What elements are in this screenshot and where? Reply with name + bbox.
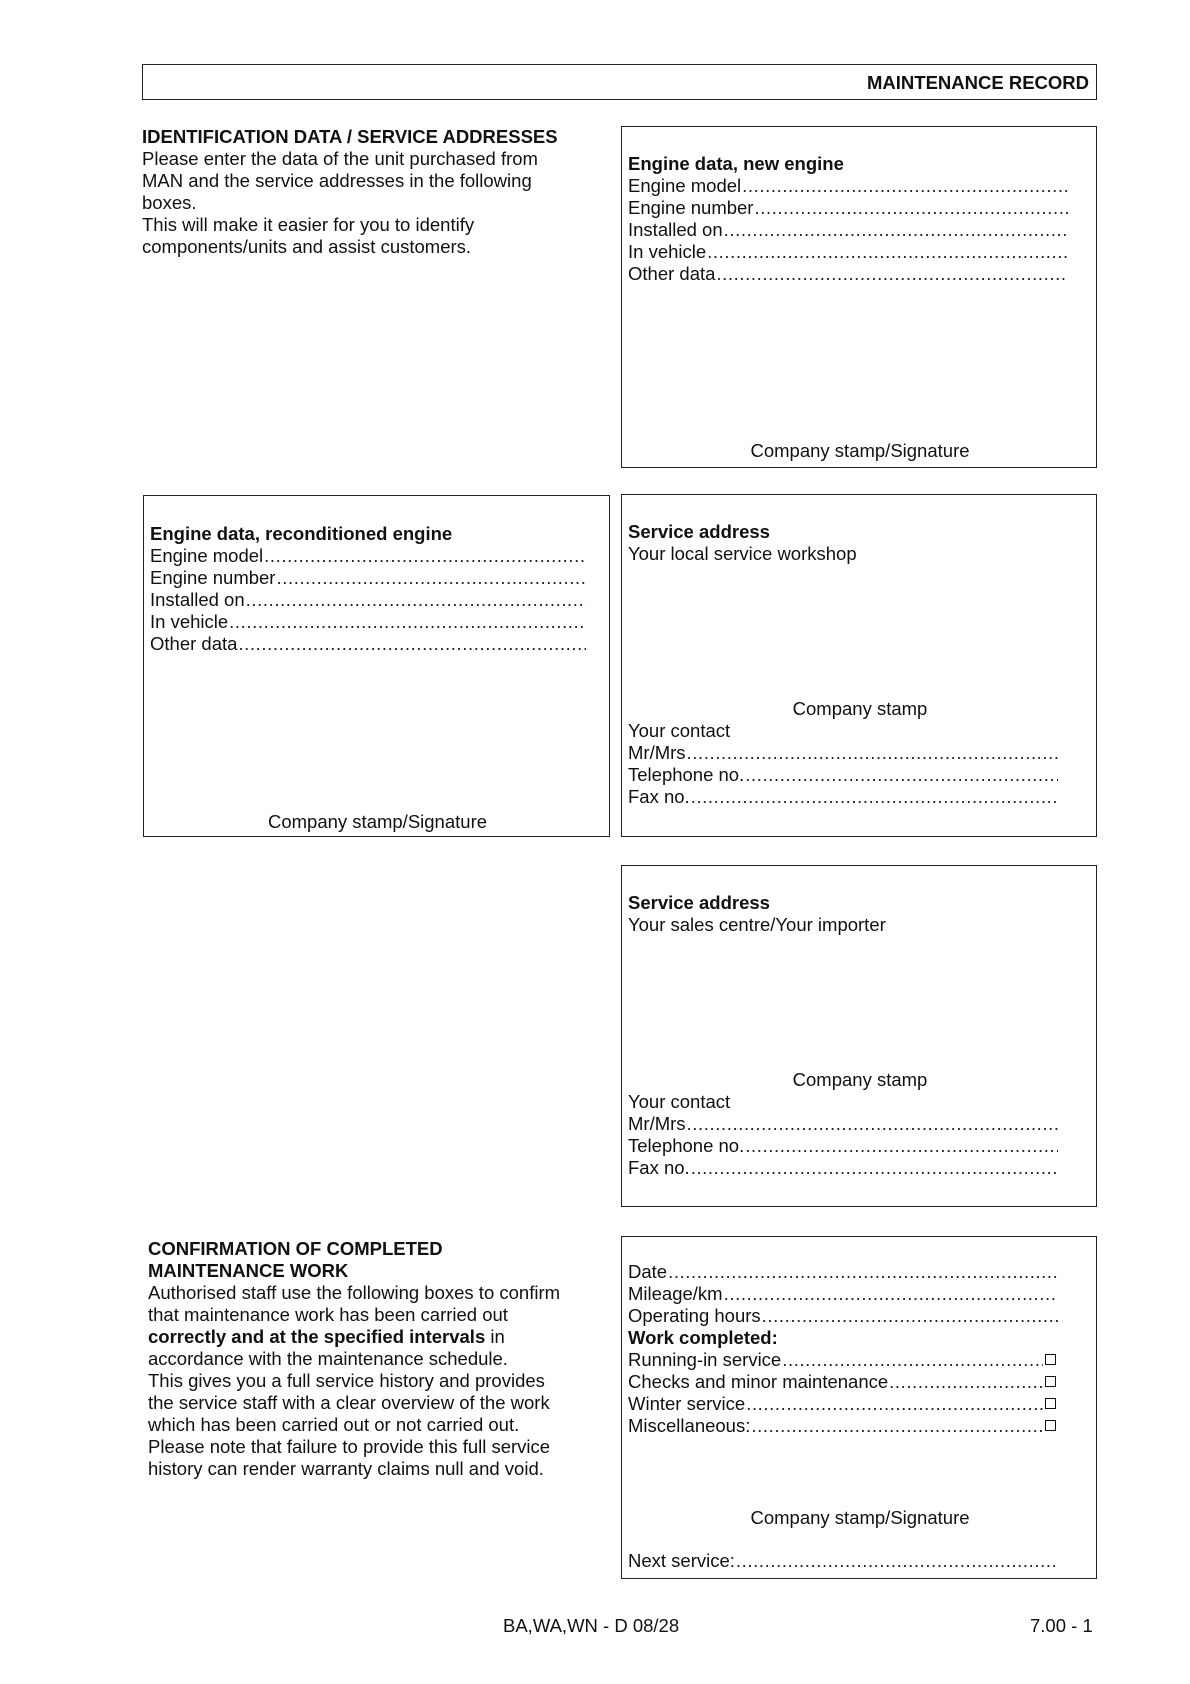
checkbox-icon[interactable] <box>1045 1376 1056 1387</box>
checkbox-icon[interactable] <box>1045 1398 1056 1409</box>
intro-section <box>142 126 602 258</box>
fax-field[interactable]: Fax no. ..... <box>628 786 1058 808</box>
next-service-field[interactable]: Next service: ..... <box>628 1550 1058 1572</box>
confirmation-heading: MAINTENANCE WORK <box>148 1260 349 1281</box>
confirmation-line: Authorised staff use the following boxes to confirm <box>148 1282 561 1303</box>
fax-field[interactable]: Fax no. ..... <box>628 1157 1058 1179</box>
company-stamp-signature-label: Company stamp/Signature <box>750 440 970 461</box>
confirmation-line: Please note that failure to provide this full service <box>148 1436 551 1457</box>
new-engine-box <box>621 126 1097 468</box>
confirmation-line: which has been carried out or not carried out. <box>148 1414 520 1435</box>
confirmation-section <box>148 1238 608 1480</box>
confirmation-line: This gives you a full service history and provides <box>148 1370 545 1391</box>
engine-number-field[interactable]: Engine number ..... <box>628 197 1068 219</box>
in-vehicle-field[interactable]: In vehicle ..... <box>628 241 1068 263</box>
other-data-field[interactable]: Other data ..... <box>150 633 586 655</box>
date-field[interactable]: Date ..... <box>628 1261 1058 1283</box>
service-address-local-box <box>621 494 1097 837</box>
running-in-service-check[interactable]: Running-in service ..... <box>628 1349 1058 1371</box>
mr-mrs-field[interactable]: Mr/Mrs ..... <box>628 742 1058 764</box>
service-address-heading: Service address <box>628 892 770 913</box>
checkbox-icon[interactable] <box>1045 1354 1056 1365</box>
other-data-field[interactable]: Other data ..... <box>628 263 1068 285</box>
winter-service-check[interactable]: Winter service ..... <box>628 1393 1058 1415</box>
service-address-subheading: Your sales centre/Your importer <box>628 914 886 935</box>
service-address-subheading: Your local service workshop <box>628 543 857 564</box>
intro-heading: IDENTIFICATION DATA / SERVICE ADDRESSES <box>142 126 558 147</box>
confirmation-line-emphasis: correctly and at the specified intervals in <box>148 1326 505 1347</box>
intro-line: MAN and the service addresses in the following <box>142 170 532 191</box>
company-stamp-label: Company stamp <box>792 1069 928 1090</box>
recon-engine-box <box>143 495 610 837</box>
document-code: BA,WA,WN - D 08/28 <box>503 1615 680 1636</box>
checkbox-icon[interactable] <box>1045 1420 1056 1431</box>
page-title: MAINTENANCE RECORD <box>867 72 1089 93</box>
header-bar <box>142 64 1097 100</box>
engine-model-field[interactable]: Engine model ..... <box>150 545 586 567</box>
engine-number-field[interactable]: Engine number ..... <box>150 567 586 589</box>
intro-line: This will make it easier for you to identify <box>142 214 475 235</box>
installed-on-field[interactable]: Installed on ..... <box>150 589 586 611</box>
company-stamp-signature-label: Company stamp/Signature <box>267 811 488 832</box>
work-record-box <box>621 1236 1097 1579</box>
mr-mrs-field[interactable]: Mr/Mrs ..... <box>628 1113 1058 1135</box>
recon-engine-heading: Engine data, reconditioned engine <box>150 523 453 544</box>
service-address-heading: Service address <box>628 521 770 542</box>
in-vehicle-field[interactable]: In vehicle ..... <box>150 611 586 633</box>
your-contact-label: Your contact <box>628 1091 731 1112</box>
intro-line: boxes. <box>142 192 197 213</box>
confirmation-heading: CONFIRMATION OF COMPLETED <box>148 1238 443 1259</box>
service-address-sales-box <box>621 865 1097 1207</box>
company-stamp-signature-label: Company stamp/Signature <box>750 1507 970 1528</box>
engine-model-field[interactable]: Engine model ..... <box>628 175 1068 197</box>
installed-on-field[interactable]: Installed on ..... <box>628 219 1068 241</box>
new-engine-heading: Engine data, new engine <box>628 153 844 174</box>
confirmation-line: accordance with the maintenance schedule. <box>148 1348 508 1369</box>
mileage-field[interactable]: Mileage/km ..... <box>628 1283 1058 1305</box>
page-number: 7.00 - 1 <box>1030 1615 1093 1636</box>
telephone-field[interactable]: Telephone no. ..... <box>628 1135 1058 1157</box>
miscellaneous-check[interactable]: Miscellaneous: ..... <box>628 1415 1058 1437</box>
intro-line: components/units and assist customers. <box>142 236 472 257</box>
operating-hours-field[interactable]: Operating hours ..... <box>628 1305 1058 1327</box>
telephone-field[interactable]: Telephone no. ..... <box>628 764 1058 786</box>
work-completed-heading: Work completed: <box>628 1327 778 1348</box>
confirmation-line: history can render warranty claims null and void. <box>148 1458 544 1479</box>
company-stamp-label: Company stamp <box>792 698 928 719</box>
confirmation-line: that maintenance work has been carried out <box>148 1304 508 1325</box>
intro-line: Please enter the data of the unit purchased from <box>142 148 538 169</box>
confirmation-line: the service staff with a clear overview of the work <box>148 1392 550 1413</box>
checks-minor-maintenance-check[interactable]: Checks and minor maintenance ..... <box>628 1371 1058 1393</box>
your-contact-label: Your contact <box>628 720 731 741</box>
